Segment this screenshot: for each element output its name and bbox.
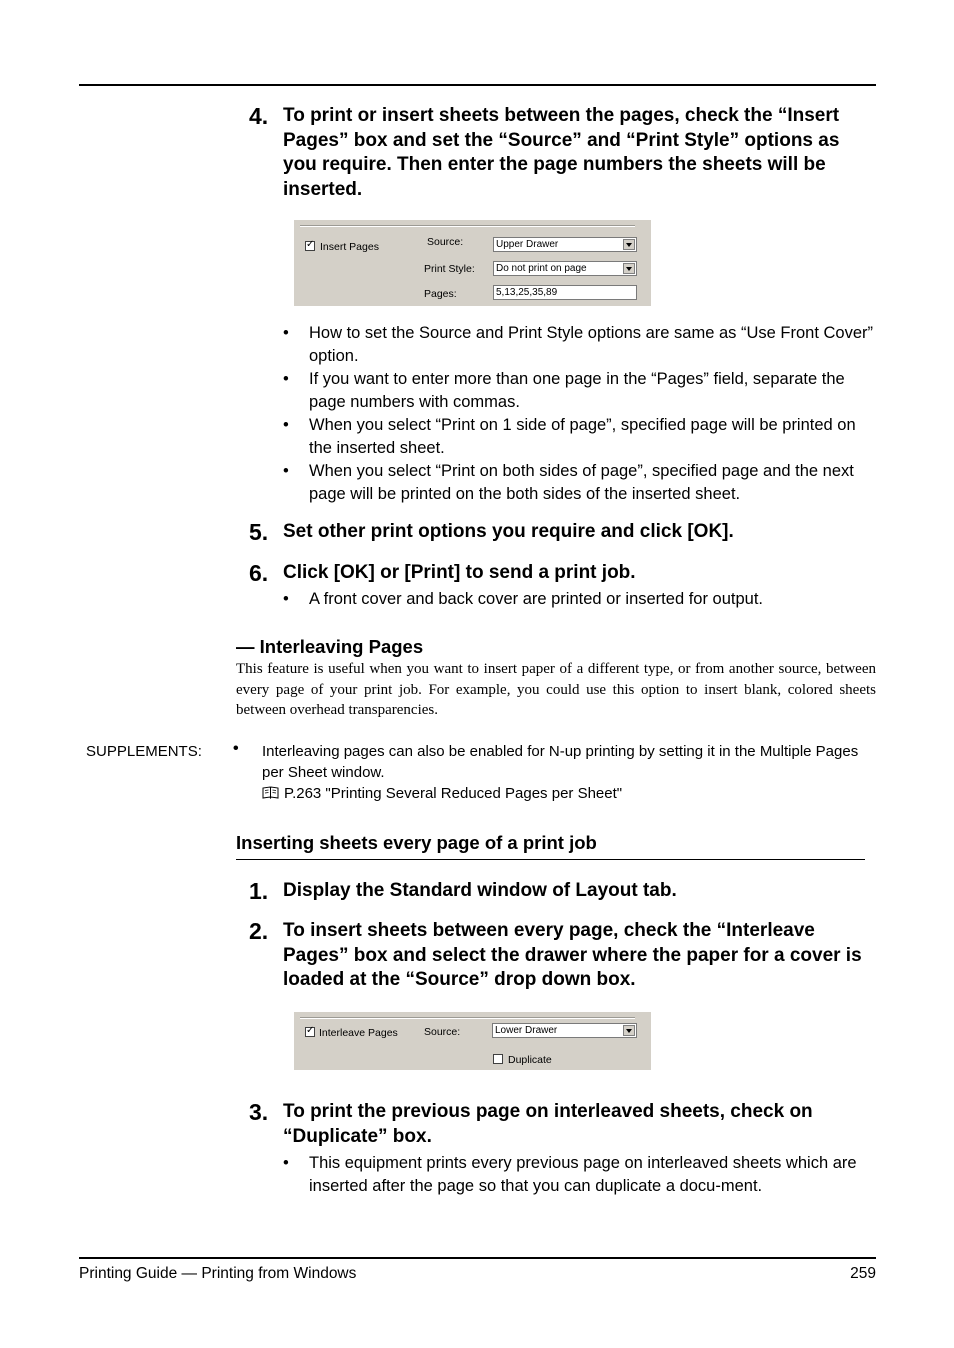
supplements-text bbox=[262, 741, 878, 804]
check-icon: ✓ bbox=[306, 239, 315, 250]
source-dropdown[interactable] bbox=[492, 1023, 637, 1038]
interleaving-paragraph: This feature is useful when you want to insert paper of a different type, or from another source, between every page of your print job. For example, you could use this option to insert blank, colored sheets between overhead transparencies. bbox=[236, 661, 876, 718]
interleave-pages-label: Interleave Pages bbox=[319, 1027, 398, 1039]
sub-step-3-bullets bbox=[283, 1152, 858, 1198]
book-icon bbox=[262, 786, 279, 799]
source-label: Source: bbox=[427, 236, 464, 248]
panel-separator bbox=[300, 225, 635, 227]
sub-step-3-text: To print the previous page on interleaved sheets, check on “Duplicate” box. bbox=[283, 1101, 813, 1147]
source-value: Lower Drawer bbox=[495, 1025, 558, 1036]
step-6-text: Click [OK] or [Print] to send a print job. bbox=[283, 562, 636, 583]
sub-step-2-text: To insert sheets between every page, check the “Interleave Pages” box and select the drawer where the paper for a cover is loaded at the “Source” drop down box. bbox=[283, 920, 862, 990]
step-6-number: 6. bbox=[249, 560, 269, 586]
print-style-label: Print Style: bbox=[424, 263, 475, 275]
print-style-value: Do not print on page bbox=[496, 263, 587, 274]
list-item: • If you want to enter more than one page in the “Pages” field, separate the page numbers with commas. bbox=[283, 370, 845, 411]
interleave-pages-panel bbox=[294, 1012, 651, 1070]
chevron-down-icon[interactable] bbox=[623, 239, 635, 250]
duplicate-label: Duplicate bbox=[508, 1054, 552, 1066]
list-item: • This equipment prints every previous page on interleaved sheets which are inserted after the page so that you can duplicate a docu-ment. bbox=[283, 1154, 857, 1195]
source-value: Upper Drawer bbox=[496, 239, 559, 250]
footer-rule bbox=[79, 1257, 876, 1259]
step-5-text: Set other print options you require and click [OK]. bbox=[283, 521, 734, 542]
sub-step-1-number: 1. bbox=[249, 878, 269, 904]
source-dropdown[interactable] bbox=[493, 237, 637, 252]
pages-value: 5,13,25,35,89 bbox=[496, 287, 558, 298]
list-item: • A front cover and back cover are printed or inserted for output. bbox=[283, 590, 763, 608]
print-style-dropdown[interactable] bbox=[493, 261, 637, 276]
insert-pages-label: Insert Pages bbox=[320, 241, 379, 253]
panel-separator bbox=[300, 1017, 635, 1019]
insert-pages-panel bbox=[294, 220, 651, 306]
supplements-bullet: • bbox=[233, 740, 239, 757]
insert-pages-checkbox[interactable] bbox=[305, 241, 315, 251]
supplements-note: Interleaving pages can also be enabled for N-up printing by setting it in the Multiple Pages per Sheet window. bbox=[262, 743, 859, 781]
step-4-number: 4. bbox=[249, 103, 269, 129]
pages-input[interactable] bbox=[493, 285, 637, 300]
sub-step-3-number: 3. bbox=[249, 1099, 269, 1125]
step-4-text: To print or insert sheets between the pages, check the “Insert Pages” box and set the “Source” and “Print Style” options as you require. Then enter the page numbers the sheets will be inserted. bbox=[283, 105, 840, 200]
step-5-number: 5. bbox=[249, 519, 269, 545]
duplicate-checkbox[interactable] bbox=[493, 1054, 503, 1064]
subsection-rule bbox=[236, 859, 865, 860]
step-4-bullets bbox=[283, 322, 878, 506]
list-item: • When you select “Print on 1 side of page”, specified page will be printed on the inserted sheet. bbox=[283, 416, 856, 457]
list-item: • How to set the Source and Print Style options are same as “Use Front Cover” option. bbox=[283, 324, 873, 365]
subsection-title: Inserting sheets every page of a print job bbox=[236, 832, 597, 853]
chevron-down-icon[interactable] bbox=[623, 1025, 635, 1036]
list-item: • When you select “Print on both sides of page”, specified page and the next page will be printed on the both sides of the inserted sheet. bbox=[283, 462, 854, 503]
interleaving-title: — Interleaving Pages bbox=[236, 636, 424, 657]
supplements-reference[interactable]: P.263 "Printing Several Reduced Pages per Sheet" bbox=[284, 785, 623, 802]
chevron-down-icon[interactable] bbox=[623, 263, 635, 274]
pages-label: Pages: bbox=[424, 288, 457, 300]
sub-step-2-number: 2. bbox=[249, 918, 269, 944]
header-rule bbox=[79, 84, 876, 86]
sub-step-1-text: Display the Standard window of Layout tab. bbox=[283, 880, 677, 901]
source-label: Source: bbox=[424, 1026, 461, 1038]
supplements-label: SUPPLEMENTS: bbox=[86, 743, 202, 760]
interleave-pages-checkbox[interactable] bbox=[305, 1027, 315, 1037]
step-6-bullets bbox=[283, 588, 878, 612]
footer-title: Printing Guide — Printing from Windows bbox=[79, 1265, 357, 1282]
page-number: 259 bbox=[850, 1265, 876, 1282]
supplements-reference-line[interactable] bbox=[262, 783, 878, 804]
check-icon: ✓ bbox=[306, 1025, 315, 1036]
